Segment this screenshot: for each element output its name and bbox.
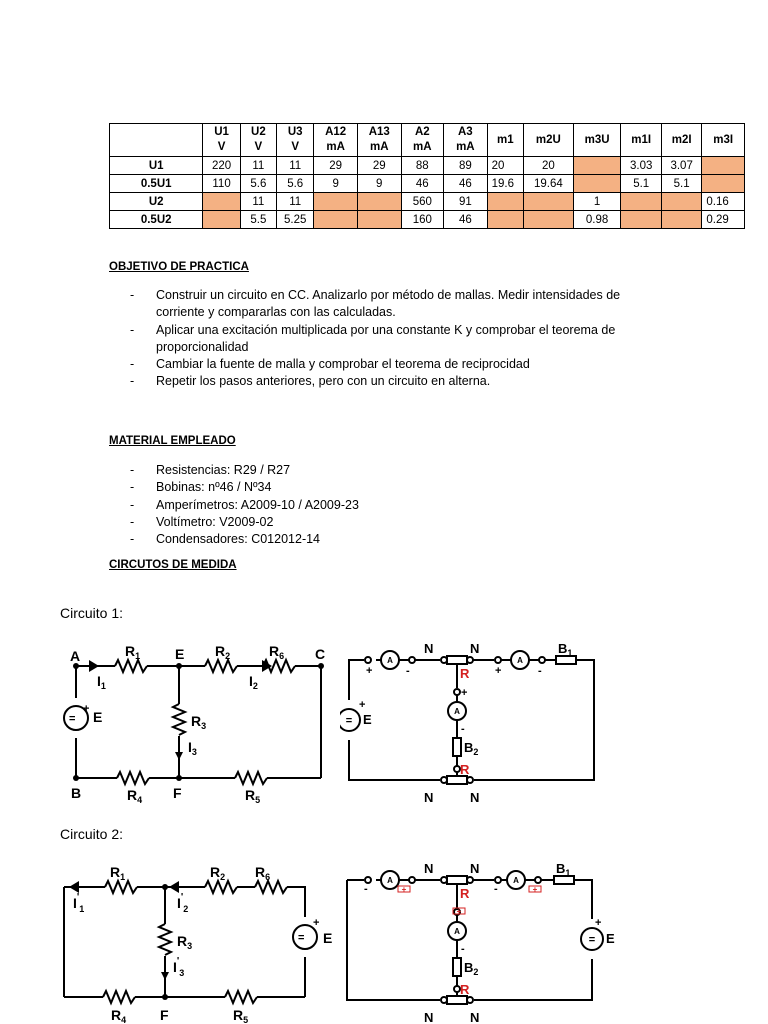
svg-text:N: N — [424, 790, 434, 805]
table-header-cell: m1 — [487, 124, 523, 157]
svg-text:-: - — [494, 883, 498, 895]
svg-text:R2: $R_2$ — [215, 643, 231, 661]
list-item: - Cambiar la fuente de malla y comprobar el teorema de reciprocidad — [130, 356, 670, 373]
table-header-cell: m3I — [702, 124, 745, 157]
svg-text:I3: $I_3$ — [188, 739, 197, 757]
svg-text:B2: $B_2$ — [464, 740, 479, 757]
svg-text:I'2: $I'_2$ — [177, 892, 189, 914]
svg-text:N: N — [470, 861, 480, 876]
table-row — [110, 175, 745, 193]
svg-text:R1: $R_1$ — [125, 643, 141, 661]
table-row — [110, 193, 745, 211]
svg-text:-: - — [406, 665, 410, 677]
table-cell — [661, 193, 701, 211]
table-cell: 5.1 — [661, 175, 701, 193]
svg-text:E: E — [93, 709, 103, 725]
table-header-cell: m1I — [621, 124, 661, 157]
svg-text:E: E — [606, 931, 615, 946]
table-cell — [523, 193, 573, 211]
list-item: - Condensadores: C012012-14 — [130, 531, 670, 548]
table-cell — [487, 211, 523, 229]
svg-text:+: + — [401, 885, 407, 894]
svg-text:R: R — [460, 762, 470, 777]
svg-text:I'1: $I'_1$ — [73, 892, 85, 914]
svg-text:I'3: $I'_3$ — [173, 956, 185, 978]
svg-text:+: + — [83, 703, 90, 715]
circuit-1-schematic — [55, 640, 335, 810]
table-header-cell: U2 V — [240, 124, 276, 157]
row-label: U1 — [110, 157, 203, 175]
table-cell — [702, 175, 745, 193]
table-cell: 560 — [401, 193, 444, 211]
table-cell: 89 — [444, 157, 488, 175]
table-cell — [621, 193, 661, 211]
table-cell — [203, 193, 240, 211]
table-header-cell: A2 mA — [401, 124, 444, 157]
svg-text:R6: $R_6$ — [269, 643, 285, 661]
list-item: - Voltímetro: V2009-02 — [130, 514, 670, 531]
table-cell: 9 — [314, 175, 358, 193]
table-cell: 11 — [277, 157, 314, 175]
svg-text:+: + — [595, 917, 602, 929]
svg-text:=: = — [69, 713, 76, 725]
table-cell: 160 — [401, 211, 444, 229]
svg-text:A: A — [454, 707, 460, 716]
table-cell — [523, 211, 573, 229]
table-header-cell: A12 mA — [314, 124, 358, 157]
svg-text:R6: $R_6$ — [255, 864, 271, 882]
table-cell — [661, 211, 701, 229]
table-cell: 11 — [240, 157, 276, 175]
svg-text:+: + — [366, 665, 373, 677]
svg-text:I2: $I_2$ — [249, 673, 258, 691]
svg-text:N: N — [424, 1010, 434, 1024]
table-cell: 5.25 — [277, 211, 314, 229]
table-cell: 5.6 — [240, 175, 276, 193]
table-cell — [357, 193, 401, 211]
table-header-cell: A13 mA — [357, 124, 401, 157]
svg-text:A: A — [70, 648, 81, 664]
svg-text:A: A — [387, 656, 393, 665]
table-cell: 110 — [203, 175, 240, 193]
svg-text:R5: $R_5$ — [245, 787, 261, 805]
table-cell — [621, 211, 661, 229]
table-row — [110, 157, 745, 175]
circuito-2-title: Circuito 2: — [60, 826, 124, 842]
table-cell — [314, 193, 358, 211]
row-label: 0.5U1 — [110, 175, 203, 193]
table-cell: 0.98 — [573, 211, 621, 229]
svg-text:R: R — [460, 886, 470, 901]
table-cell: 11 — [240, 193, 276, 211]
table-cell: 46 — [444, 175, 488, 193]
table-header-cell: A3 mA — [444, 124, 488, 157]
svg-text:I1: $I_1$ — [97, 673, 106, 691]
svg-text:=: = — [345, 715, 353, 727]
svg-text:C: C — [315, 646, 326, 662]
svg-text:F: F — [160, 1007, 169, 1023]
svg-text:=: = — [588, 934, 596, 946]
table-cell: 220 — [203, 157, 240, 175]
svg-text:N: N — [470, 790, 480, 805]
objetivo-heading: OBJETIVO DE PRACTICA — [109, 261, 249, 273]
svg-text:A: A — [513, 876, 519, 885]
svg-text:A: A — [517, 656, 523, 665]
svg-text:R3: $R_3$ — [191, 713, 207, 731]
svg-text:N: N — [470, 641, 480, 656]
svg-text:R: R — [460, 982, 470, 997]
row-label: 0.5U2 — [110, 211, 203, 229]
table-cell: 88 — [401, 157, 444, 175]
svg-text:+: + — [461, 687, 468, 699]
svg-text:R4: $R_4$ — [111, 1007, 127, 1024]
table-cell: 3.07 — [661, 157, 701, 175]
svg-text:+: + — [532, 885, 538, 894]
material-heading: MATERIAL EMPLEADO — [109, 435, 236, 447]
measurement-table — [109, 123, 745, 229]
table-cell — [487, 193, 523, 211]
list-item: - Repetir los pasos anteriores, pero con un circuito en alterna. — [130, 373, 670, 390]
svg-text:+: + — [456, 907, 462, 916]
svg-text:R3: $R_3$ — [177, 933, 193, 951]
table-header-cell: m3U — [573, 124, 621, 157]
table-cell: 91 — [444, 193, 488, 211]
svg-text:-: - — [538, 665, 542, 677]
table-cell — [573, 157, 621, 175]
circuito-1-title: Circuito 1: — [60, 605, 124, 621]
table-cell: 1 — [573, 193, 621, 211]
table-row — [110, 211, 745, 229]
svg-text:-: - — [461, 943, 465, 955]
table-header-cell: m2U — [523, 124, 573, 157]
table-cell: 46 — [401, 175, 444, 193]
table-header-cell: U1 V — [203, 124, 240, 157]
circuit-2-measurement-setup — [340, 860, 622, 1024]
table-cell: 20 — [523, 157, 573, 175]
svg-text:+: + — [359, 699, 366, 711]
table-header-cell: m2I — [661, 124, 701, 157]
svg-text:E: E — [363, 712, 372, 727]
svg-text:F: F — [173, 785, 182, 801]
list-item: - Construir un circuito en CC. Analizarlo por método de mallas. Medir intensidades de corriente y compararlas con las calculadas. — [130, 287, 670, 322]
svg-text:R2: $R_2$ — [210, 864, 226, 882]
svg-text:E: E — [323, 930, 333, 946]
list-item: - Bobinas: nº46 / Nº34 — [130, 479, 670, 496]
svg-text:E: E — [175, 646, 185, 662]
material-list — [130, 462, 670, 548]
table-cell — [573, 175, 621, 193]
list-item: - Aplicar una excitación multiplicada por una constante K y comprobar el teorema de proporcionalidad — [130, 322, 670, 357]
svg-text:-: - — [364, 883, 368, 895]
svg-text:R: R — [460, 666, 470, 681]
svg-text:N: N — [424, 861, 434, 876]
table-cell — [702, 157, 745, 175]
table-cell — [203, 211, 240, 229]
table-cell: 0.16 — [702, 193, 745, 211]
svg-text:N: N — [424, 641, 434, 656]
svg-text:A: A — [454, 927, 460, 936]
table-header-cell: U3 V — [277, 124, 314, 157]
table-cell: 11 — [277, 193, 314, 211]
circuitos-heading: CIRCUTOS DE MEDIDA — [109, 559, 237, 571]
circuit-2-schematic — [55, 860, 340, 1024]
table-cell: 5.1 — [621, 175, 661, 193]
svg-text:B1: $B_1$ — [558, 641, 573, 658]
table-cell: 20 — [487, 157, 523, 175]
row-label: U2 — [110, 193, 203, 211]
list-item: - Resistencias: R29 / R27 — [130, 462, 670, 479]
table-cell: 9 — [357, 175, 401, 193]
svg-text:B2: $B_2$ — [464, 960, 479, 977]
svg-text:-: - — [461, 723, 465, 735]
svg-text:R5: $R_5$ — [233, 1007, 249, 1024]
table-cell: 29 — [314, 157, 358, 175]
svg-text:=: = — [298, 932, 305, 944]
list-item: - Amperímetros: A2009-10 / A2009-23 — [130, 497, 670, 514]
svg-text:B1: $B_1$ — [556, 861, 571, 878]
table-header-cell — [110, 124, 203, 157]
objetivo-list — [130, 287, 670, 391]
table-cell: 5.5 — [240, 211, 276, 229]
table-cell: 19.6 — [487, 175, 523, 193]
svg-text:B: B — [71, 785, 82, 801]
svg-text:+: + — [313, 917, 320, 929]
table-cell: 29 — [357, 157, 401, 175]
circuit-1-measurement-setup — [340, 640, 602, 810]
table-cell: 46 — [444, 211, 488, 229]
table-cell — [314, 211, 358, 229]
table-cell: 0.29 — [702, 211, 745, 229]
table-cell: 19.64 — [523, 175, 573, 193]
svg-text:A: A — [387, 876, 393, 885]
table-cell: 3.03 — [621, 157, 661, 175]
table-cell: 5.6 — [277, 175, 314, 193]
table-cell — [357, 211, 401, 229]
svg-text:N: N — [470, 1010, 480, 1024]
svg-text:R1: $R_1$ — [110, 864, 126, 882]
svg-text:+: + — [495, 665, 502, 677]
table-header-row — [110, 124, 745, 157]
svg-text:R4: $R_4$ — [127, 787, 143, 805]
